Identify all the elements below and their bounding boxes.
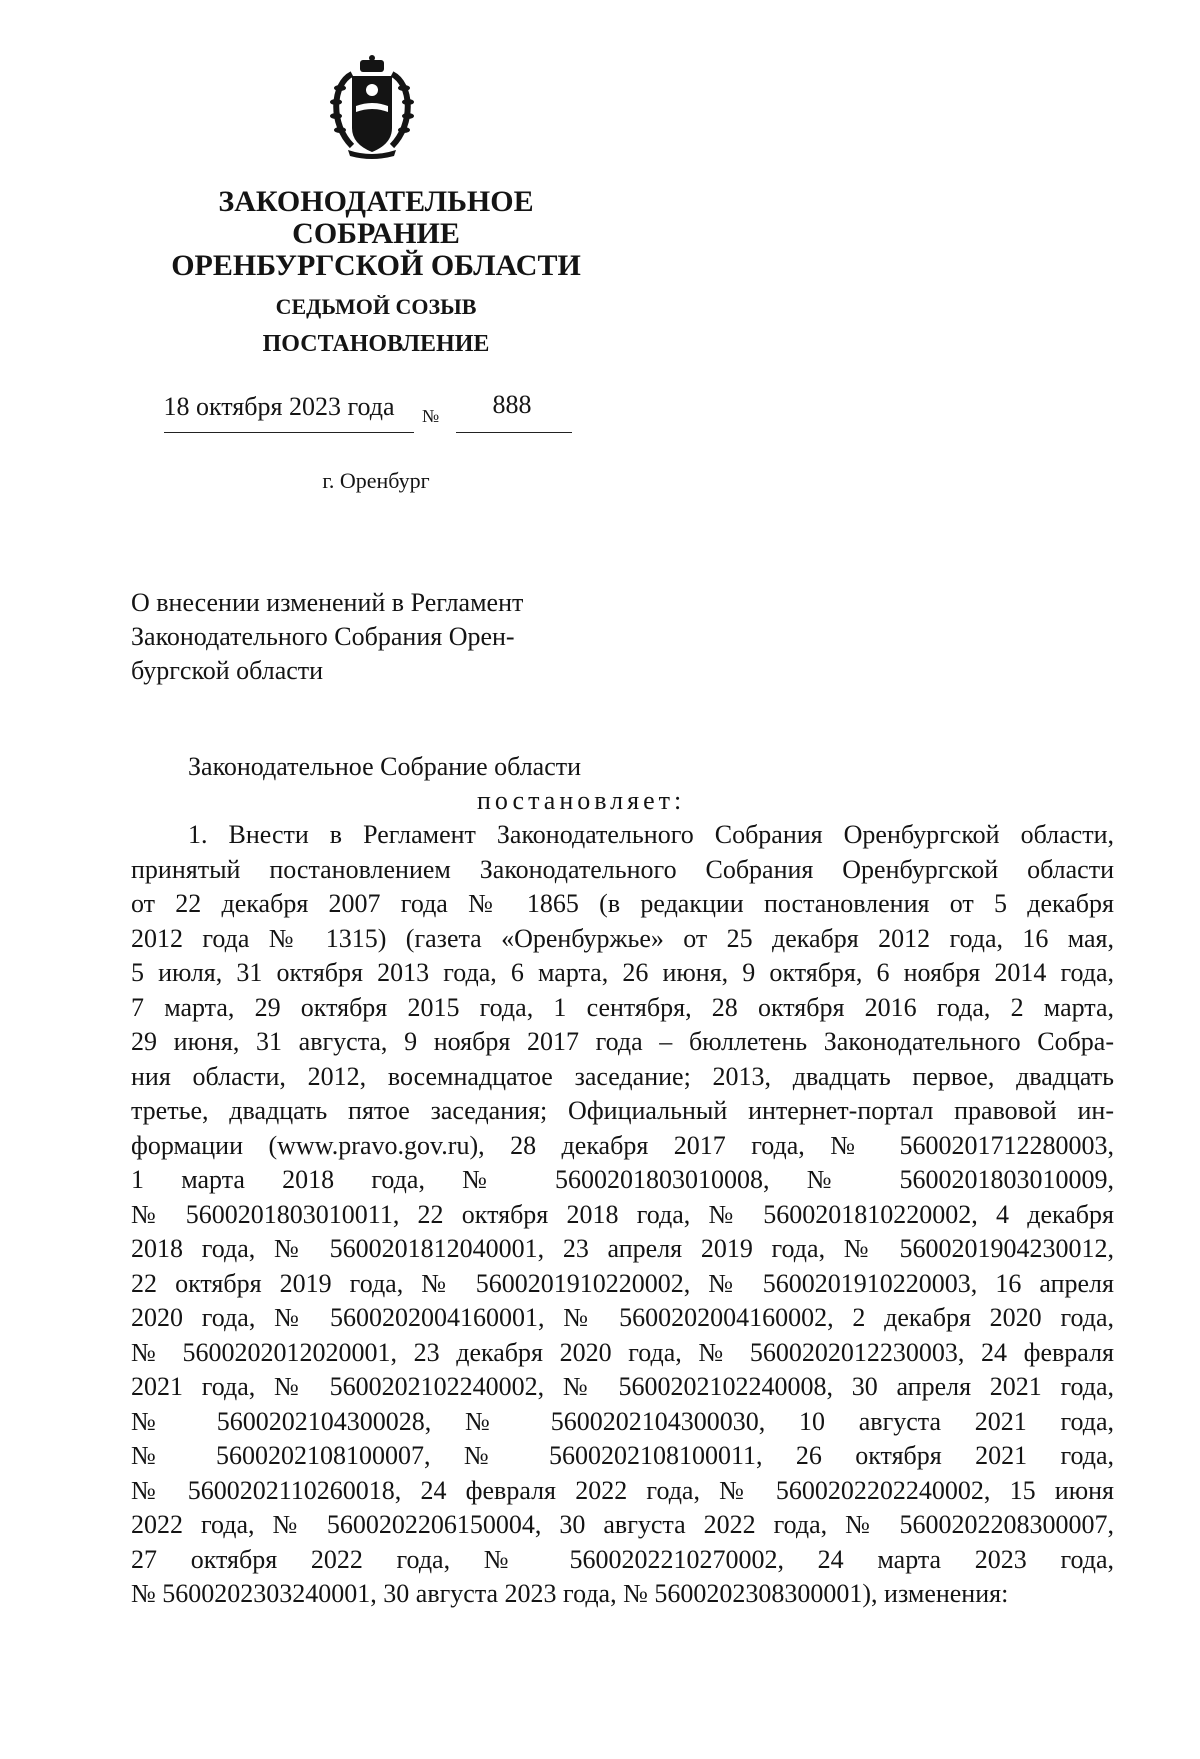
body-line: от 22 декабря 2007 года № 1865 (в редакции постановления от 5 декабря	[131, 889, 1114, 918]
decree-word: постановляет:	[477, 786, 686, 815]
body-line: 27 октября 2022 года, № 5600202210270002, 24 марта 2023 года,	[131, 1544, 1114, 1574]
date-number-row	[146, 392, 586, 442]
body-line: № 5600202012020001, 23 декабря 2020 года, № 5600202012230003, 24 февраля	[131, 1337, 1114, 1367]
body-line: 1 марта 2018 года, № 5600201803010008, № 5600201803010009,	[131, 1165, 1114, 1194]
body-line: № 5600202104300028, № 5600202104300030, 10 августа 2021 года,	[131, 1406, 1114, 1436]
convocation: СЕДЬМОЙ СОЗЫВ	[275, 294, 477, 319]
body-line: третье, двадцать пятое заседания; Официальный интернет-портал правовой ин-	[131, 1096, 1114, 1125]
document-type: ПОСТАНОВЛЕНИЕ	[262, 331, 490, 357]
body-line: 7 марта, 29 октября 2015 года, 1 сентября, 28 октября 2016 года, 2 марта,	[131, 992, 1114, 1022]
body-line: 22 октября 2019 года, № 5600201910220002, № 5600201910220003, 16 апреля	[131, 1268, 1114, 1298]
number-label: №	[422, 406, 440, 426]
organization-name-line: СОБРАНИЕ	[292, 217, 460, 250]
subject-line: Законодательного Собрания Орен-	[131, 622, 515, 651]
body-line: принятый постановлением Законодательного Собрания Оренбургской области	[131, 854, 1114, 884]
body-line: 2020 года, № 5600202004160001, № 5600202004160002, 2 декабря 2020 года,	[131, 1303, 1114, 1332]
document-subject	[131, 586, 571, 688]
document-body	[131, 818, 1114, 1612]
body-line: 2022 года, № 5600202206150004, 30 августа 2022 года, № 5600202208300007,	[131, 1510, 1114, 1539]
body-line: 2018 года, № 5600201812040001, 23 апреля 2019 года, № 5600201904230012,	[131, 1234, 1114, 1263]
body-line: ния области, 2012, восемнадцатое заседание; 2013, двадцать первое, двадцать	[131, 1061, 1114, 1091]
body-line: № 5600202303240001, 30 августа 2023 года, № 5600202308300001), изменения:	[131, 1579, 1009, 1608]
preamble: Законодательное Собрание области	[188, 752, 582, 781]
document-number: 888	[492, 390, 532, 419]
organization-name	[150, 186, 602, 282]
coat-of-arms-icon	[322, 54, 422, 160]
organization-name-line: ОРЕНБУРГСКОЙ ОБЛАСТИ	[171, 249, 581, 282]
date-underline	[164, 432, 414, 433]
body-line: № 5600202110260018, 24 февраля 2022 года, № 5600202202240002, 15 июня	[131, 1475, 1114, 1505]
subject-line: О внесении изменений в Регламент	[131, 588, 524, 617]
body-line: № 5600202108100007, № 5600202108100011, 26 октября 2021 года,	[131, 1441, 1114, 1470]
body-line: формации (www.pravo.gov.ru), 28 декабря 2017 года, № 5600201712280003,	[131, 1130, 1114, 1160]
body-line: № 5600201803010011, 22 октября 2018 года, № 5600201810220002, 4 декабря	[131, 1199, 1114, 1229]
organization-name-line: ЗАКОНОДАТЕЛЬНОЕ	[218, 185, 534, 218]
body-line: 1. Внести в Регламент Законодательного Собрания Оренбургской области,	[188, 820, 1114, 849]
subject-line: бургской области	[131, 656, 324, 685]
city: г. Оренбург	[322, 468, 430, 493]
document-date: 18 октября 2023 года	[163, 392, 395, 421]
body-line: 29 июня, 31 августа, 9 ноября 2017 года – бюллетень Законодательного Собра-	[131, 1027, 1114, 1056]
body-line: 2021 года, № 5600202102240002, № 5600202102240008, 30 апреля 2021 года,	[131, 1372, 1114, 1401]
body-line: 2012 года № 1315) (газета «Оренбуржье» от 25 декабря 2012 года, 16 мая,	[131, 923, 1114, 953]
number-underline	[456, 432, 572, 433]
body-line: 5 июля, 31 октября 2013 года, 6 марта, 26 июня, 9 октября, 6 ноября 2014 года,	[131, 958, 1114, 987]
